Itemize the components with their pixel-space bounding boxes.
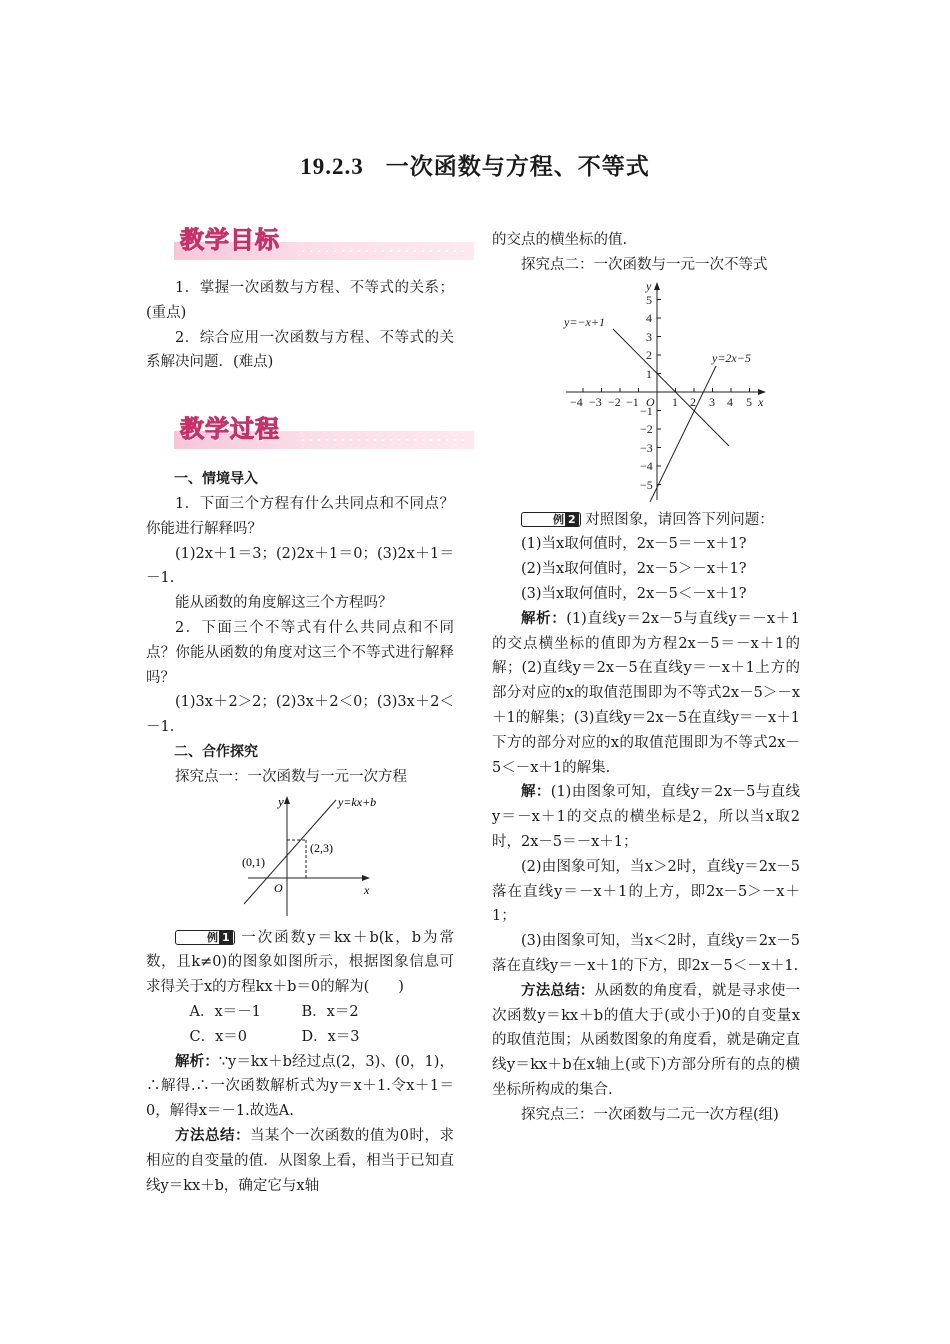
svg-text:3: 3 — [709, 394, 715, 409]
svg-text:x: x — [758, 394, 764, 409]
example-2-analysis: 解析：(1)直线y＝2x－5与直线y＝－x＋1的交点横坐标的值即为方程2x－5＝－x＋1的解；(2)直线y＝2x－5在直线y＝－x＋1上方的部分对应的x的取值范围即为不等式2x－5＞－x＋1的解集；(3)直线y＝2x－5在直线y＝－x＋1下方的部分对应的x的取值范围即为不等式2x－5＜－x＋1的解集. — [492, 610, 801, 776]
svg-text:−1: −1 — [626, 394, 639, 409]
svg-text:5: 5 — [746, 394, 752, 409]
y-axis-label: y — [278, 793, 284, 809]
example-badge: 例 1 — [175, 930, 235, 945]
example-2-question-1: (1)当x取何值时，2x－5＝－x＋1? — [521, 536, 747, 553]
svg-text:−4: −4 — [640, 458, 653, 473]
page-title — [0, 148, 950, 181]
question-1-equations: (1)2x＋1＝3；(2)2x＋1＝0；(3)2x＋1＝－1. — [146, 545, 454, 587]
example-1 — [146, 926, 454, 1000]
example-2-solution-3: (3)由图象可知，当x＜2时，直线y＝2x－5落在直线y＝－x＋1的下方，即2x－5＜－x＋1. — [492, 933, 800, 974]
part2-heading: 二、合作探究 — [174, 743, 258, 760]
option-a: A．x＝－1 — [189, 1003, 261, 1020]
svg-text:2: 2 — [690, 394, 696, 409]
heading-dots — [299, 439, 469, 441]
svg-text:−3: −3 — [640, 440, 653, 455]
svg-text:−4: −4 — [570, 394, 583, 409]
objective-1: 1．掌握一次函数与方程、不等式的关系；(重点) — [146, 280, 454, 321]
example-2-solution-1: 解：(1)由图象可知，直线y＝2x－5与直线y＝－x＋1的交点的横坐标是2，所以当x取2时，2x－5＝－x＋1； — [492, 784, 801, 850]
section-heading-process — [174, 417, 454, 451]
heading-dots — [299, 250, 469, 252]
example-2-question-2: (2)当x取何值时，2x－5＞－x＋1? — [521, 561, 747, 578]
svg-text:5: 5 — [646, 292, 652, 307]
svg-text:y: y — [646, 279, 652, 293]
example-1-analysis: 解析：∵y＝kx＋b经过点(2，3)、(0，1)，∴解得.∴一次函数解析式为y＝x＋1.令x＋1＝0，解得x＝－1.故选A. — [146, 1053, 455, 1120]
svg-text:−2: −2 — [640, 421, 653, 436]
figure-two-lines — [562, 280, 772, 502]
section-heading-objectives — [174, 228, 454, 262]
point-label-b: (0,1) — [242, 854, 265, 869]
example-1-summary: 方法总结：当某个一次函数的值为0时，求相应的自变量的值．从图象上看，相当于已知直线y＝kx＋b，确定它与x轴 — [146, 1127, 454, 1194]
example-2-text: 对照图象，请回答下列问题： — [585, 511, 774, 528]
svg-text:−3: −3 — [589, 394, 602, 409]
explore-point-2: 探究点二：一次函数与一元一次不等式 — [521, 256, 768, 273]
heading-label: 教学过程 — [180, 415, 280, 444]
left-column — [146, 228, 454, 1198]
options-row-1 — [146, 1000, 454, 1025]
line1-label: y=−x+1 — [564, 314, 605, 329]
option-b: B．x＝2 — [301, 1003, 359, 1020]
x-axis-label: x — [364, 882, 370, 897]
example-2-summary: 方法总结：从函数的角度看，就是寻求使一次函数y＝kx＋b的值大于(或小于)0的自变量x的取值范围；从函数图象的角度看，就是确定直线y＝kx＋b在x轴上(或下)方部分所有的点的横坐标所构成的集合. — [492, 982, 801, 1098]
svg-text:4: 4 — [646, 310, 652, 325]
example-2 — [492, 508, 800, 533]
continuation-text: 的交点的横坐标的值. — [492, 232, 628, 248]
option-d: D．x＝3 — [301, 1028, 360, 1045]
figure-line-kx-b — [238, 792, 378, 920]
question-2: 2．下面三个不等式有什么共同点和不同点？你能从函数的角度对这三个不等式进行解释吗？ — [146, 619, 454, 686]
explore-point-3: 探究点三：一次函数与二元一次方程(组) — [521, 1106, 779, 1123]
title-text: 一次函数与方程、不等式 — [385, 153, 650, 180]
origin-label: O — [274, 880, 283, 895]
right-column — [492, 228, 800, 1128]
svg-text:4: 4 — [727, 394, 733, 409]
svg-text:1: 1 — [646, 366, 652, 381]
example-2-solution-2: (2)由图象可知，当x＞2时，直线y＝2x－5落在直线y＝－x＋1的上方，即2x－5＞－x＋1； — [492, 858, 800, 925]
example-badge: 例 2 — [521, 512, 581, 527]
example-1-text: 一次函数y＝kx＋b(k，b为常数，且k≠0)的图象如图所示，根据图象信息可求得关于x的方程kx＋b＝0的解为( ) — [146, 929, 455, 996]
line2-label: y=2x−5 — [712, 350, 751, 365]
line-label: y=kx+b — [338, 794, 377, 809]
objective-2: 2．综合应用一次函数与方程、不等式的关系解决问题．(难点) — [146, 329, 454, 371]
svg-text:2: 2 — [646, 347, 652, 362]
section-number: 19.2.3 — [300, 154, 364, 179]
question-1-followup: 能从函数的角度解这三个方程吗？ — [175, 595, 393, 612]
part1-heading: 一、情境导入 — [174, 471, 258, 488]
option-c: C．x＝0 — [189, 1028, 247, 1045]
svg-text:−2: −2 — [608, 394, 621, 409]
svg-text:−1: −1 — [640, 403, 653, 418]
question-2-inequalities: (1)3x＋2＞2；(2)3x＋2＜0；(3)3x＋2＜－1. — [146, 694, 454, 736]
question-1: 1．下面三个方程有什么共同点和不同点？你能进行解释吗？ — [146, 495, 454, 537]
svg-text:−5: −5 — [640, 477, 653, 492]
options-row-2 — [146, 1025, 454, 1050]
point-label-a: (2,3) — [310, 840, 333, 855]
example-2-question-3: (3)当x取何值时，2x－5＜－x＋1? — [521, 585, 747, 602]
explore-point-1: 探究点一：一次函数与一元一次方程 — [175, 768, 407, 785]
svg-text:1: 1 — [672, 394, 678, 409]
svg-text:3: 3 — [646, 329, 652, 344]
svg-text:O: O — [646, 394, 655, 409]
heading-label: 教学目标 — [180, 226, 280, 254]
